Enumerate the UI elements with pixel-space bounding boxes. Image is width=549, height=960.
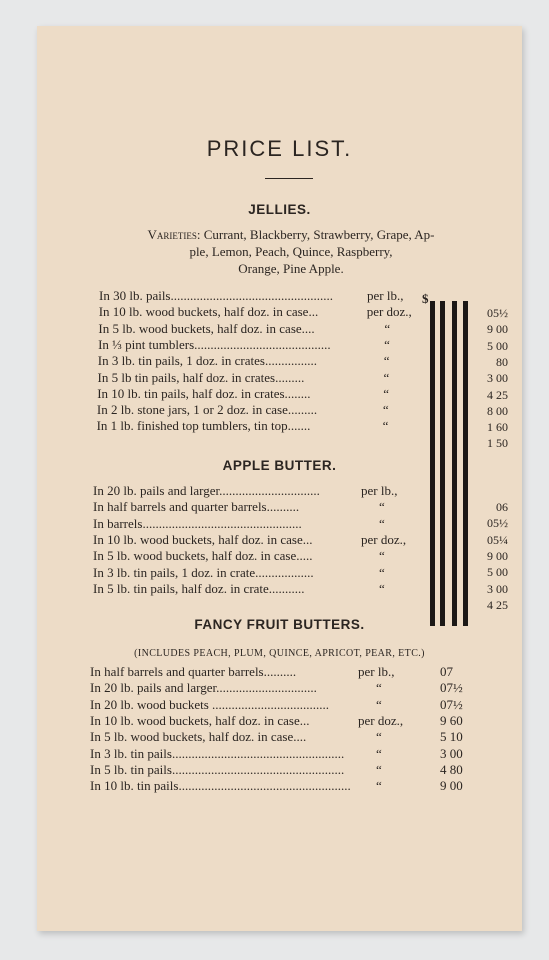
row-unit: per lb.,	[367, 288, 404, 303]
row-description: In half barrels and quarter barrels..........	[90, 664, 297, 679]
price-value: 9 00	[487, 548, 508, 563]
row-description: In 1 lb. finished top tumblers, tin top.......	[96, 418, 311, 434]
row-description: In 10 lb. tin pails, half doz. in crates........	[97, 385, 311, 401]
row-unit: “	[379, 515, 385, 531]
fancy-fruit-butters-heading: FANCY FRUIT BUTTERS.	[194, 617, 365, 632]
row-description: In 20 lb. wood buckets ....................................	[90, 696, 330, 712]
row-unit: “	[384, 320, 391, 336]
row-price: 07½	[440, 696, 463, 712]
row-description: In 5 lb. tin pails, half doz. in crate...........	[93, 580, 305, 596]
row-unit: “	[376, 696, 382, 712]
row-unit: “	[379, 548, 385, 564]
row-description: In 5 lb. wood buckets, half doz. in case.....	[93, 548, 313, 564]
varieties-label: Varieties:	[147, 227, 201, 242]
row-description: In 5 lb tin pails, half doz. in crates.........	[97, 369, 305, 385]
row-unit: “	[376, 778, 382, 794]
row-price: 9 60	[440, 712, 463, 728]
row-unit: “	[376, 745, 382, 761]
row-description: In 2 lb. stone jars, 1 or 2 doz. in case.........	[96, 402, 318, 418]
row-description: In 10 lb. tin pails.....................................................	[90, 778, 351, 794]
price-value: 5 00	[487, 565, 508, 580]
row-unit: “	[382, 418, 389, 434]
price-value: 4 25	[487, 387, 508, 402]
varieties-line-3: Orange, Pine Apple.	[238, 261, 344, 276]
price-value: 5 00	[487, 338, 508, 353]
row-description: In 20 lb. pails and larger...............................	[90, 680, 317, 696]
row-description: In barrels.................................................	[93, 515, 302, 531]
row-unit: “	[376, 761, 382, 777]
price-value: 05¼	[487, 532, 508, 547]
apple-butter-heading: APPLE BUTTER.	[222, 458, 337, 473]
row-unit: “	[383, 385, 389, 401]
jellies-varieties	[101, 226, 481, 277]
row-description: In 10 lb. wood buckets, half doz. in case...	[93, 531, 313, 547]
row-description: In 3 lb. tin pails.....................................................	[90, 745, 345, 761]
price-value: 06	[496, 500, 508, 514]
currency-symbol: $	[422, 291, 429, 306]
varieties-line-2: ple, Lemon, Peach, Quince, Raspberry,	[189, 244, 393, 259]
row-price: 07½	[440, 680, 463, 696]
row-unit: “	[382, 402, 389, 418]
title-rule	[265, 178, 313, 179]
row-description: In 3 lb. tin pails, 1 doz. in crate..................	[93, 564, 314, 580]
price-value: 1 50	[487, 436, 508, 451]
row-description: In 10 lb. wood buckets, half doz. in case...	[90, 712, 310, 728]
row-unit: “	[384, 336, 390, 352]
price-value: 80	[496, 354, 508, 369]
row-unit: per lb.,	[361, 483, 398, 498]
row-unit: “	[376, 729, 382, 745]
row-unit: “	[376, 680, 382, 696]
price-value: 05½	[487, 306, 508, 320]
row-unit: “	[383, 353, 390, 369]
price-value: 9 00	[487, 322, 508, 337]
row-unit: “	[379, 580, 385, 596]
price-value: 3 00	[487, 581, 508, 596]
row-description: In ⅓ pint tumblers..........................................	[98, 336, 331, 352]
row-unit: “	[379, 564, 385, 580]
price-value: 8 00	[487, 403, 508, 418]
row-description: In 20 lb. pails and larger...............................	[93, 483, 320, 498]
row-price: 4 80	[440, 761, 463, 777]
price-value: 05½	[487, 516, 508, 531]
row-description: In 3 lb. tin pails, 1 doz. in crates................	[97, 353, 317, 369]
row-unit: “	[379, 499, 385, 515]
row-description: In 5 lb. wood buckets, half doz. in case....	[98, 320, 315, 336]
row-description: In 5 lb. tin pails.....................................................	[90, 761, 345, 777]
row-description: In 10 lb. wood buckets, half doz. in case...	[98, 304, 319, 320]
row-description: In 5 lb. wood buckets, half doz. in case....	[90, 729, 307, 745]
row-unit: per lb.,	[358, 664, 395, 679]
row-price: 5 10	[440, 729, 463, 745]
jellies-heading: JELLIES.	[248, 202, 311, 217]
price-value: 4 25	[487, 597, 508, 612]
row-unit: per doz.,	[361, 531, 407, 547]
price-value: 3 00	[487, 371, 508, 386]
page-title: PRICE LIST.	[206, 136, 353, 161]
fancy-includes-note: (INCLUDES PEACH, PLUM, QUINCE, APRICOT, PEAR, ETC.)	[134, 648, 425, 659]
varieties-line-1	[101, 226, 481, 243]
row-price: 3 00	[440, 745, 463, 761]
row-price: 9 00	[440, 778, 463, 794]
row-description: In 30 lb. pails..................................................	[99, 288, 333, 303]
row-price: 07	[440, 664, 453, 679]
price-list-card	[37, 26, 522, 931]
row-unit: “	[383, 369, 390, 385]
price-value: 1 60	[487, 420, 508, 435]
varieties-text-1: Currant, Blackberry, Strawberry, Grape, Ap-	[203, 227, 435, 242]
row-unit: per doz.,	[358, 712, 404, 728]
row-description: In half barrels and quarter barrels..........	[93, 499, 300, 515]
row-unit: per doz.,	[366, 304, 412, 320]
